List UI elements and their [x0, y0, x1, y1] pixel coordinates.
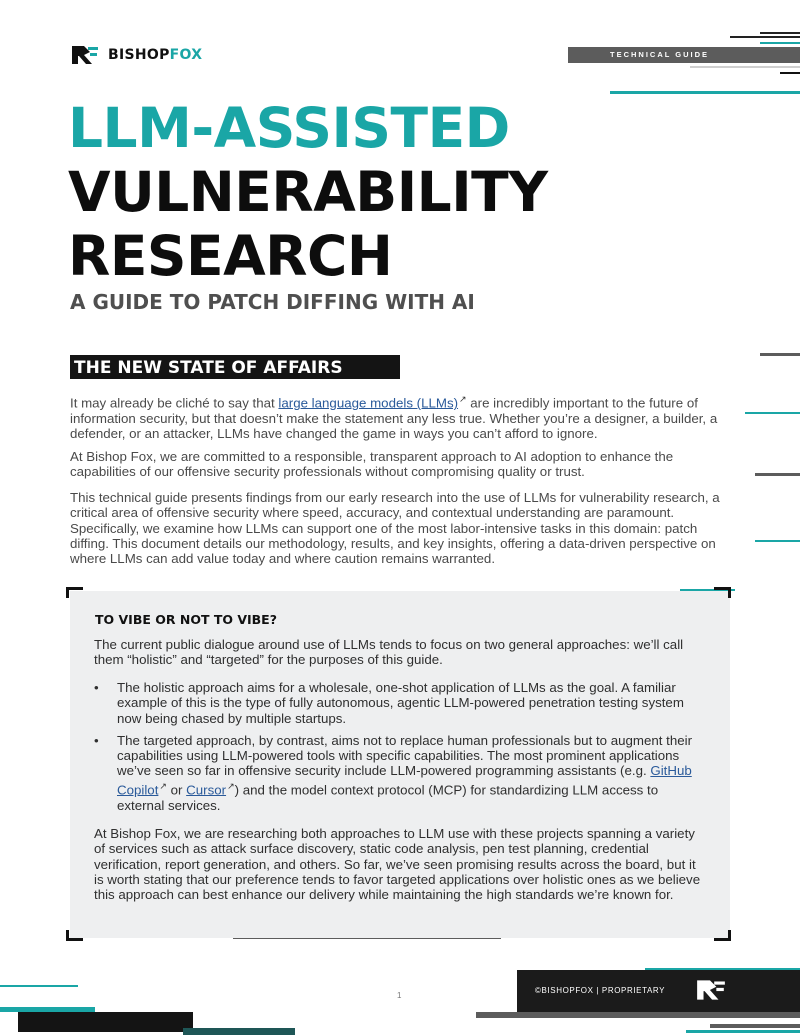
decor-stripe — [0, 985, 78, 987]
decor-stripe — [710, 1024, 800, 1028]
bullet-icon: • — [94, 732, 99, 748]
decor-stripe — [183, 1028, 295, 1035]
cursor-link[interactable]: Cursor — [186, 782, 227, 798]
decor-stripe — [760, 32, 800, 34]
section-heading-text: THE NEW STATE OF AFFAIRS — [74, 358, 343, 378]
decor-stripe — [18, 1012, 193, 1032]
external-link-icon: ↗ — [227, 780, 235, 791]
title-line-2: VULNERABILITY — [68, 160, 548, 224]
github-copilot-link[interactable]: GitHub Copilot — [117, 763, 692, 798]
guide-overview-paragraph: This technical guide presents findings from our early research into the use of LLMs for vulnerability research, a critical area of offensive security where speed, accuracy, and contextual understanding are paramount. Specifically, we examine how LLMs can support one of the most labor-intensive tasks in this domain: patch diffing. This document details our methodology, results, and key insights, offering a data-driven perspective on where LLMs can add value today and where caution remains warranted. — [70, 490, 720, 567]
decor-stripe — [745, 412, 800, 414]
bishopfox-logo-icon — [70, 44, 100, 66]
decor-stripe — [780, 72, 800, 74]
section-heading — [70, 355, 400, 379]
decor-stripe — [760, 42, 800, 44]
decor-stripe — [690, 66, 800, 68]
decor-stripe — [755, 473, 800, 476]
footer-bar — [517, 970, 800, 1012]
doc-type-label: TECHNICAL GUIDE — [610, 50, 710, 59]
corner-mark — [66, 587, 83, 598]
bishopfox-logo-icon — [695, 978, 727, 1002]
doc-type-banner — [568, 47, 800, 63]
approach-list — [94, 680, 706, 820]
corner-mark — [714, 587, 731, 598]
decor-stripe — [755, 540, 800, 542]
llm-link[interactable]: large language models (LLMs) — [278, 395, 459, 411]
title-line-1: LLM-ASSISTED — [68, 96, 510, 160]
decor-stripe — [730, 36, 800, 38]
bullet-icon: • — [94, 680, 99, 695]
title-line-3: RESEARCH — [68, 224, 393, 288]
brand-name: BISHOPFOX — [108, 47, 203, 63]
copyright-text: ©BISHOPFOX | PROPRIETARY — [535, 986, 666, 995]
list-item: • The holistic approach aims for a wholesale, one-shot application of LLMs as the goal. A familiar example of this is the type of fully autonomous, agentic LLM-powered penetration testing system now being chased by multiple startups. — [94, 680, 684, 726]
decor-stripe — [476, 1012, 800, 1018]
list-item: • The targeted approach, by contrast, aims not to replace human professionals but to augment their capabilities using LLM-powered tools with specific capabilities. The most prominent applications we’ve seen so far in offensive security include LLM-powered programming assistants (e.g. GitHub Copilot↗ or Cursor↗) and the model context protocol (MCP) for standardizing LLM access to external services. — [94, 732, 693, 813]
intro-paragraph: It may already be cliché to say that large language models (LLMs)↗ are incredibly important to the future of information security, but that doesn’t make the statement any less true. Whether you’re a designer, a builder, a defender, or an attacker, LLMs have changed the game in ways you can’t afford to ignore. — [70, 394, 718, 442]
external-link-icon: ↗ — [159, 780, 167, 791]
page-number: 1 — [397, 991, 402, 1000]
callout-intro: The current public dialogue around use of LLMs tends to focus on two general approaches: we’ll call them “holistic” and “targeted” for the purposes of this guide. — [94, 637, 684, 668]
brand-logo — [70, 44, 202, 66]
decor-stripe — [610, 91, 800, 94]
corner-mark — [714, 930, 731, 941]
subtitle: A GUIDE TO PATCH DIFFING WITH AI — [70, 290, 475, 314]
external-link-icon: ↗ — [459, 394, 467, 404]
corner-mark — [66, 930, 83, 941]
decor-stripe — [686, 1030, 800, 1033]
decor-stripe — [760, 353, 800, 356]
callout-closing: At Bishop Fox, we are researching both approaches to LLM use with these projects spanning a variety of services such as attack surface discovery, static code analysis, pen test planning, credential verification, report generation, and others. So far, we’ve seen promising results across the board, but it is worth stating that our preference tends to favor targeted applications over holistic ones as we believe this approach can best enhance our delivery while maintaining the high standards we’re known for. — [94, 826, 701, 903]
callout-title: TO VIBE OR NOT TO VIBE? — [95, 612, 277, 627]
commitment-paragraph: At Bishop Fox, we are committed to a responsible, transparent approach to AI adoption to enhance the capabilities of our offensive security professionals without compromising quality or trust. — [70, 449, 674, 480]
